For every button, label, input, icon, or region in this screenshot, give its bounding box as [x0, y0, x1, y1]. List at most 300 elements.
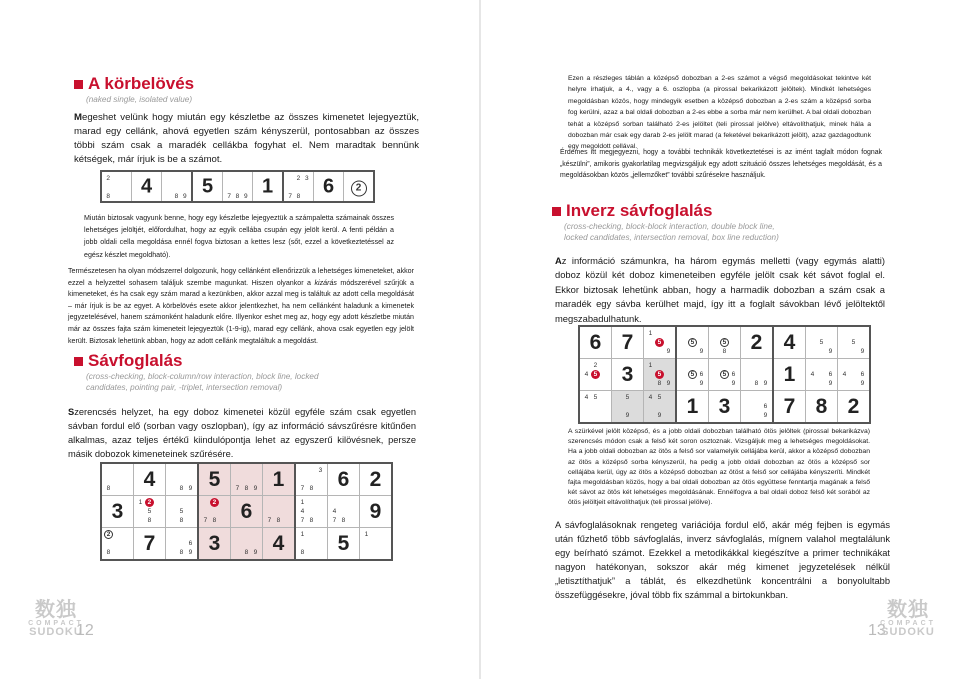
candidate — [679, 370, 688, 379]
candidate — [711, 370, 720, 379]
grid-cell — [101, 463, 134, 496]
candidate — [646, 338, 655, 347]
cell-value: 3 — [718, 394, 731, 418]
candidate — [168, 539, 177, 548]
candidate: 7 — [227, 193, 231, 200]
grid-cell — [612, 326, 644, 359]
candidate — [251, 466, 260, 475]
candidate-grid — [104, 530, 131, 557]
cell-value: 1 — [686, 394, 699, 418]
candidate — [316, 539, 325, 548]
candidate — [136, 516, 145, 525]
candidate — [743, 361, 752, 370]
candidate: 7 — [288, 193, 292, 200]
candidate — [817, 347, 826, 356]
grid-cell — [579, 359, 612, 391]
candidate — [688, 347, 697, 356]
candidate — [646, 402, 655, 411]
cell-value: 7 — [621, 330, 634, 354]
grid-cell — [198, 463, 231, 496]
candidate-grid — [840, 361, 867, 388]
candidate — [849, 361, 858, 370]
heading-text: Sávfoglalás — [88, 351, 183, 370]
candidate — [646, 379, 655, 388]
candidate: 4 — [300, 508, 305, 515]
candidate — [679, 361, 688, 370]
candidate — [679, 347, 688, 356]
candidate — [181, 174, 189, 183]
page-number: 12 — [76, 622, 94, 639]
candidate: 7 — [203, 517, 208, 524]
candidate — [380, 539, 389, 548]
circled-candidate: 2 — [351, 180, 367, 196]
candidate: 7 — [300, 485, 305, 492]
candidate — [840, 338, 849, 347]
grid-cell — [231, 463, 263, 496]
candidate — [233, 174, 241, 183]
candidate: 6 — [731, 371, 736, 378]
candidate — [112, 192, 120, 201]
candidate: 8 — [657, 380, 662, 387]
candidate — [743, 393, 752, 402]
heading-subtitle: (cross-checking, block-column/row interaction, block line, locked candidates, pointing pair, -triplet, intersection removal) — [86, 372, 319, 392]
grid-cell — [644, 326, 677, 359]
candidate: 9 — [763, 412, 768, 419]
candidate — [348, 507, 357, 516]
candidate: 9 — [828, 380, 833, 387]
candidate — [664, 411, 673, 420]
candidate: 8 — [179, 517, 184, 524]
candidate — [154, 516, 163, 525]
candidate — [697, 329, 706, 338]
candidate — [283, 507, 292, 516]
candidate — [265, 498, 274, 507]
candidate-grid — [646, 361, 673, 388]
outlined-candidate: 5 — [720, 338, 729, 347]
candidate-grid — [679, 361, 706, 388]
grid-cell — [838, 326, 871, 359]
cell-value: 2 — [750, 330, 763, 354]
candidate — [840, 347, 849, 356]
candidate: 7 — [267, 517, 272, 524]
candidate — [623, 402, 632, 411]
candidate — [664, 370, 673, 379]
candidate — [112, 183, 120, 192]
candidate-grid — [582, 361, 609, 388]
candidate — [582, 361, 591, 370]
candidate — [136, 507, 145, 516]
candidate — [242, 466, 251, 475]
candidate — [614, 402, 623, 411]
candidate — [362, 539, 371, 548]
candidate — [168, 548, 177, 557]
grid-cell — [709, 359, 741, 391]
candidate — [840, 329, 849, 338]
candidate — [186, 507, 195, 516]
grid-cell — [360, 496, 393, 528]
cell-value: 5 — [208, 467, 221, 491]
candidate — [154, 507, 163, 516]
outlined-candidate: 5 — [720, 370, 729, 379]
candidate — [614, 411, 623, 420]
candidate — [303, 192, 311, 201]
grid-cell — [162, 171, 193, 202]
candidate — [112, 174, 120, 183]
candidate — [210, 507, 219, 516]
logo-compact-sudoku — [878, 600, 938, 638]
candidate — [186, 530, 195, 539]
candidate-grid — [168, 498, 195, 525]
candidate — [201, 507, 210, 516]
candidate-grid — [265, 498, 292, 525]
cell-value: 6 — [337, 467, 350, 491]
candidate — [849, 347, 858, 356]
cell-value: 4 — [143, 467, 156, 491]
grid-row — [101, 528, 392, 561]
grid-row — [579, 359, 870, 391]
candidate — [371, 530, 380, 539]
candidate: 8 — [341, 517, 346, 524]
candidate: 1 — [648, 330, 653, 337]
candidate: 8 — [212, 517, 217, 524]
candidate-grid — [711, 361, 738, 388]
candidate — [122, 530, 131, 539]
candidate — [729, 338, 738, 347]
candidate: 7 — [332, 517, 337, 524]
candidate — [233, 539, 242, 548]
cell-value: 8 — [815, 394, 828, 418]
candidate — [380, 530, 389, 539]
candidate — [168, 530, 177, 539]
lead-inverz — [555, 254, 885, 326]
candidate-grid — [646, 329, 673, 356]
candidate: 5 — [657, 394, 662, 401]
candidate — [711, 338, 720, 347]
candidate — [752, 393, 761, 402]
grid-cell — [101, 171, 132, 202]
logo-compact: COMPACT — [28, 620, 84, 627]
candidate — [664, 402, 673, 411]
candidate — [339, 498, 348, 507]
candidate — [582, 379, 591, 388]
candidate: 9 — [657, 412, 662, 419]
candidate-grid — [164, 174, 189, 199]
cell-value: 3 — [111, 499, 124, 523]
candidate — [591, 379, 600, 388]
candidate: 4 — [584, 394, 589, 401]
candidate: 5 — [147, 508, 152, 515]
candidate — [840, 361, 849, 370]
candidate: 6 — [860, 371, 865, 378]
candidate — [371, 548, 380, 557]
candidate — [283, 516, 292, 525]
candidate-grid — [679, 329, 706, 356]
candidate — [242, 183, 250, 192]
red-circled-candidate: 2 — [210, 498, 219, 507]
candidate — [591, 411, 600, 420]
candidate — [298, 539, 307, 548]
candidate — [858, 329, 867, 338]
grid-cell — [132, 171, 162, 202]
candidate — [720, 329, 729, 338]
cell-single-candidate — [344, 177, 373, 196]
grid-cell — [741, 326, 774, 359]
grid-cell — [101, 496, 134, 528]
candidate — [664, 329, 673, 338]
candidate — [307, 466, 316, 475]
grid-cell — [741, 391, 774, 424]
candidate-grid — [168, 530, 195, 557]
grid-cell — [253, 171, 284, 202]
candidate — [688, 329, 697, 338]
candidate: 8 — [296, 193, 301, 200]
paragraph-kizaras — [68, 266, 414, 347]
candidate: 8 — [309, 517, 314, 524]
candidate — [168, 466, 177, 475]
candidate — [711, 329, 720, 338]
candidate — [591, 402, 600, 411]
candidate — [720, 338, 729, 347]
grid-cell — [328, 496, 360, 528]
candidate — [371, 539, 380, 548]
candidate-grid — [330, 498, 357, 525]
candidate: 8 — [276, 517, 281, 524]
candidate — [168, 484, 177, 493]
grid-cell — [838, 391, 871, 424]
grid-cell — [806, 359, 838, 391]
candidate — [688, 379, 697, 388]
candidate — [743, 402, 752, 411]
candidate — [104, 183, 112, 192]
heading-subtitle: (naked single, isolated value) — [86, 95, 193, 104]
candidate — [186, 498, 195, 507]
grid-cell — [134, 496, 166, 528]
grid-cell — [360, 528, 393, 561]
candidate — [122, 484, 131, 493]
candidate: 9 — [188, 549, 193, 556]
candidate — [582, 402, 591, 411]
grid-cell — [101, 528, 134, 561]
candidate — [172, 174, 180, 183]
paragraph-variations: A sávfoglalásoknak rengeteg variációja fordul elő, akár még fejben is egymás után fűzhető több sávfoglalás, inverz sávfoglalás, mígnem valahol megtalálunk egy beírható számot. Ezekkel a metodikákkal kiegészítve a primer technikákat nagyon hatékonyan, sokszor akár még kimenet jegyzetelések nélkül „letisztíthatjuk” a táblát, és elkezdhetünk koncentrálni a bonyolultabb összefüggésekre, jóval több fix számmal a birtokunkban. — [555, 520, 890, 601]
candidate — [233, 466, 242, 475]
cell-value: 7 — [143, 531, 156, 555]
candidate — [316, 530, 325, 539]
candidate: 8 — [244, 549, 249, 556]
candidate — [711, 347, 720, 356]
grid-cell — [344, 171, 375, 202]
candidate — [303, 183, 311, 192]
candidate — [849, 379, 858, 388]
candidate — [113, 539, 122, 548]
candidate — [186, 475, 195, 484]
candidate-grid — [104, 466, 131, 493]
cell-value: 2 — [847, 394, 860, 418]
grid-row — [101, 496, 392, 528]
grid-cell — [295, 496, 328, 528]
candidate — [826, 361, 835, 370]
cell-value: 3 — [208, 531, 221, 555]
candidate — [752, 411, 761, 420]
candidate — [826, 329, 835, 338]
candidate — [646, 347, 655, 356]
lead-savfoglalas — [68, 405, 416, 461]
sudoku-row-example — [100, 170, 375, 203]
candidate — [286, 174, 294, 183]
candidate — [808, 361, 817, 370]
candidate — [307, 530, 316, 539]
candidate — [858, 338, 867, 347]
candidate — [849, 329, 858, 338]
candidate — [697, 338, 706, 347]
candidate-grid — [711, 329, 738, 356]
heading-square-icon — [74, 80, 83, 89]
heading-text: A körbelövés — [88, 74, 195, 93]
candidate: 9 — [183, 193, 187, 200]
candidate: 9 — [253, 549, 258, 556]
right-page — [480, 0, 960, 679]
candidate — [104, 530, 113, 539]
grid-row — [579, 326, 870, 359]
candidate: 9 — [860, 348, 865, 355]
grid-cell — [231, 528, 263, 561]
candidate-grid — [233, 466, 260, 493]
candidate — [808, 338, 817, 347]
lead-initial: S — [68, 407, 75, 417]
candidate — [688, 361, 697, 370]
candidate — [251, 475, 260, 484]
candidate — [591, 370, 600, 379]
candidate — [186, 466, 195, 475]
candidate: 2 — [296, 175, 301, 182]
candidate — [121, 174, 129, 183]
candidate: 1 — [300, 531, 305, 538]
candidate — [168, 498, 177, 507]
candidate: 8 — [179, 485, 184, 492]
grid-cell — [838, 359, 871, 391]
candidate — [729, 347, 738, 356]
candidate — [646, 411, 655, 420]
heading-square-icon — [74, 357, 83, 366]
candidate-grid — [743, 361, 770, 388]
candidate — [743, 379, 752, 388]
candidate — [265, 507, 274, 516]
red-circled-candidate: 5 — [591, 370, 600, 379]
candidate — [679, 379, 688, 388]
candidate — [600, 393, 609, 402]
candidate: 8 — [106, 485, 111, 492]
candidate — [614, 393, 623, 402]
candidate: 3 — [318, 467, 323, 474]
candidate: 6 — [699, 371, 704, 378]
candidate — [210, 498, 219, 507]
cell-value: 6 — [240, 499, 253, 523]
candidate — [177, 539, 186, 548]
candidate — [817, 370, 826, 379]
candidate: 8 — [106, 549, 111, 556]
grid-cell — [579, 391, 612, 424]
grid-cell — [773, 326, 806, 359]
grid-cell — [709, 391, 741, 424]
candidate: 4 — [810, 371, 815, 378]
candidate — [743, 411, 752, 420]
grid-cell — [295, 463, 328, 496]
candidate — [122, 548, 131, 557]
candidate — [582, 411, 591, 420]
page-number: 13 — [868, 622, 886, 639]
grid-cell — [198, 528, 231, 561]
candidate — [849, 370, 858, 379]
grid-cell — [612, 359, 644, 391]
intro-text: egeshet velünk hogy miután egy készletbe az összes kimenetet lejegyeztük, marad egy cellánk, ahová egyetlen szám kényszerül, pontosabban az összes többi szám csak a maradék cellákba fogyhat el. Nem maradtak bennünk kétségek, már írjuk is be a számot. — [74, 112, 419, 165]
candidate — [219, 516, 228, 525]
candidate — [655, 361, 664, 370]
candidate — [164, 183, 172, 192]
candidate — [743, 370, 752, 379]
candidate — [113, 548, 122, 557]
candidate — [688, 370, 697, 379]
candidate — [177, 498, 186, 507]
candidate — [380, 548, 389, 557]
candidate: 8 — [754, 380, 759, 387]
candidate: 1 — [300, 499, 305, 506]
candidate — [307, 498, 316, 507]
candidate — [600, 379, 609, 388]
candidate — [168, 507, 177, 516]
cell-value: 9 — [369, 499, 382, 523]
grid-cell — [295, 528, 328, 561]
candidate: 8 — [106, 193, 110, 200]
candidate: 1 — [648, 362, 653, 369]
candidate — [632, 402, 641, 411]
candidate — [600, 411, 609, 420]
candidate — [181, 183, 189, 192]
grid-cell — [328, 528, 360, 561]
grid-cell — [644, 391, 677, 424]
grid-cell — [806, 391, 838, 424]
candidate — [233, 475, 242, 484]
candidate: 9 — [188, 485, 193, 492]
candidate — [752, 370, 761, 379]
candidate — [679, 329, 688, 338]
candidate-grid — [362, 530, 389, 557]
grid-cell — [263, 496, 296, 528]
grid-cell — [676, 359, 709, 391]
candidate: 2 — [106, 175, 110, 182]
cell-value: 5 — [201, 175, 214, 197]
candidate: 8 — [174, 193, 179, 200]
candidate — [316, 475, 325, 484]
candidate — [600, 370, 609, 379]
heading-inverz-savfoglalas — [552, 201, 712, 221]
paragraph-note: Érdemes itt megjegyezni, hogy a további technikák következtetései is az imént taglalt módon fognak „készülni”, amikoris gyakorlatilag megvizsgáljuk egy adott szituáció összes lehetséges megoldását, és a megoldásokban közös „jellemzőket” további szűrésekre használjuk. — [560, 149, 882, 180]
candidate — [817, 361, 826, 370]
grid-cell — [644, 359, 677, 391]
candidate — [711, 361, 720, 370]
candidate — [808, 379, 817, 388]
candidate: 4 — [842, 371, 847, 378]
candidate: 6 — [188, 540, 193, 547]
candidate — [729, 361, 738, 370]
cell-value: 4 — [783, 330, 796, 354]
candidate — [362, 548, 371, 557]
candidate — [761, 393, 770, 402]
candidate-grid — [286, 174, 311, 199]
candidate: 8 — [179, 549, 184, 556]
cell-value: 5 — [337, 531, 350, 555]
caption-korbeloves: Miután biztosak vagyunk benne, hogy egy készletbe lejegyeztük a számpaletta számainak összes lehetséges jelöltjét, előfordulhat, hogy az egyik cellába csupán egy jelölt kerül. A fenti példán a jobb oldali cella megoldása ennél fogva biztosan a kettes lesz (sőt, ezzel a következtetéssel az egész készlet megoldható). — [84, 214, 394, 259]
cell-value: 3 — [621, 362, 634, 386]
